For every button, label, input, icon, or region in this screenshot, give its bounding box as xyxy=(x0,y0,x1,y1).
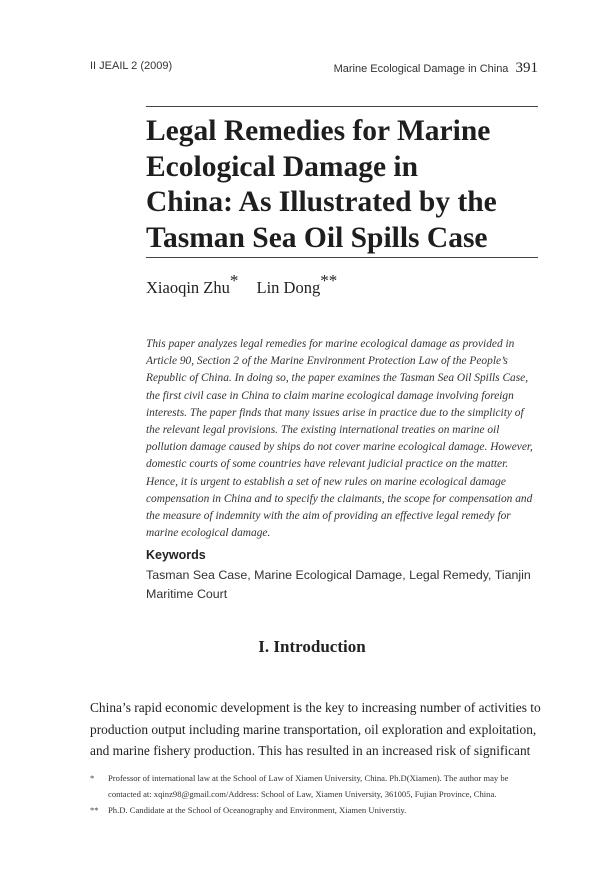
footnote-text: Professor of international law at the School of Law of Xiamen University, China. Ph.D(Xiamen). The author may be xyxy=(108,773,509,783)
abstract-line: Hence, it is urgent to establish a set of new rules on marine ecological damage xyxy=(146,475,506,488)
abstract-line: domestic courts of some countries have relevant judicial practice on the matter. xyxy=(146,458,509,471)
body-line: production output including marine transportation, oil exploration and exploitation, xyxy=(90,721,537,737)
abstract-line: pollution damage caused by ships do not cover marine ecological damage. However, xyxy=(146,441,533,454)
running-title-text: Marine Ecological Damage in China xyxy=(333,63,509,75)
article-title xyxy=(146,114,538,256)
abstract-line: marine ecological damage. xyxy=(146,527,271,540)
running-header-journal: II JEAIL 2 (2009) xyxy=(90,60,173,72)
footnote-line xyxy=(90,803,550,819)
title-bottom-rule xyxy=(146,257,538,258)
abstract-line: the measure of indemnity with the aim of providing an effective legal remedy for xyxy=(146,510,511,523)
author-list xyxy=(146,271,338,298)
author-name: Xiaoqin Zhu xyxy=(146,278,230,297)
title-line: Legal Remedies for Marine xyxy=(146,115,491,147)
abstract-line: the relevant legal provisions. The existing international treaties on marine oil xyxy=(146,424,500,437)
keywords-line: Maritime Court xyxy=(146,587,228,601)
author-name: Lin Dong xyxy=(256,278,321,297)
title-line: China: As Illustrated by the xyxy=(146,186,497,218)
body-line: and marine fishery production. This has resulted in an increased risk of significant xyxy=(90,743,531,758)
title-top-rule xyxy=(146,106,538,107)
body-paragraph xyxy=(90,697,541,762)
abstract-line: Republic of China. In doing so, the paper examines the Tasman Sea Oil Spills Case, xyxy=(146,372,529,385)
footnote-text: Ph.D. Candidate at the School of Oceanography and Environment, Xiamen Universtiy. xyxy=(108,804,407,815)
keywords-heading: Keywords xyxy=(146,548,206,562)
footnote-line xyxy=(90,771,550,787)
abstract-line: compensation in China and to specify the claimants, the scope for compensation and xyxy=(146,492,533,505)
title-line: Ecological Damage in xyxy=(146,150,419,183)
body-line: China’s rapid economic development is the key to increasing number of activities to xyxy=(90,700,541,715)
abstract-line: the first civil case in China to claim marine ecological damage involving foreign xyxy=(146,389,514,402)
section-heading xyxy=(0,637,600,657)
abstract-line: This paper analyzes legal remedies for marine ecological damage as provided in xyxy=(146,338,515,350)
author-footnote-mark: * xyxy=(229,271,239,290)
page-number: 391 xyxy=(515,60,538,76)
author-footnote-mark: ** xyxy=(320,271,338,290)
keywords-list xyxy=(146,566,546,604)
footnote-mark: ** xyxy=(90,804,99,815)
abstract-line: Article 90, Section 2 of the Marine Environment Protection Law of the People’s xyxy=(146,355,508,368)
footnote-text: contacted at: xqinz98@gmail.com/Address: School of Law, Xiamen University, 361005, Fujian Province, China. xyxy=(108,788,497,799)
title-line: Tasman Sea Oil Spills Case xyxy=(146,221,488,254)
abstract xyxy=(146,336,538,542)
keywords-line: Tasman Sea Case, Marine Ecological Damage, Legal Remedy, Tianjin xyxy=(146,568,531,582)
running-header-title xyxy=(334,60,538,77)
abstract-line: interests. The paper finds that many issues arise in practice due to the simplicity of xyxy=(146,406,524,419)
footnotes xyxy=(90,771,550,818)
section-heading-text: I. Introduction xyxy=(258,637,366,656)
footnote-mark: * xyxy=(90,773,95,783)
